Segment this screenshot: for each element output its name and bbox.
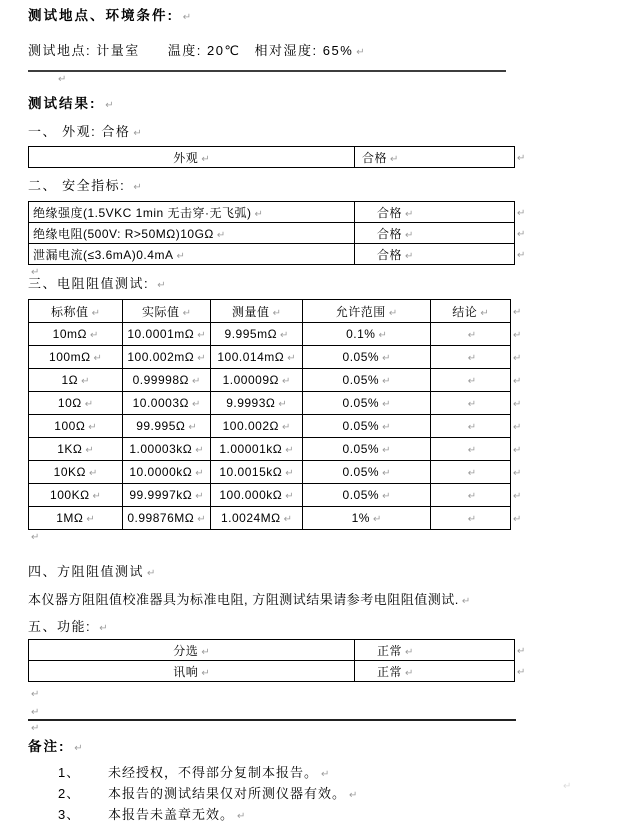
function-table [28,639,515,682]
table-cell: 9.9993Ω ↵ [211,392,303,415]
humidity: 相对湿度: 65% ↵ [255,43,365,60]
table-cell: 100.000kΩ ↵ [211,484,303,507]
table-cell [431,323,511,346]
table-cell: 100Ω ↵ [29,415,123,438]
table-cell: 0.99876MΩ ↵ [123,507,211,530]
paragraph-mark [28,530,622,541]
table-cell [431,346,511,369]
table-cell: 100.002mΩ ↵ [123,346,211,369]
column-header: 标称值 ↵ [29,300,123,323]
table-cell: 0.05% ↵ [303,346,431,369]
table-cell: 合格 ↵ [355,223,515,244]
page-title: 测试地点、环境条件: ↵ [28,8,622,26]
paragraph-mark [28,687,622,698]
column-header: 测量值 ↵ [211,300,303,323]
table-cell: 合格 ↵ [355,147,515,168]
paragraph-mark [517,245,525,263]
remark-number: 2、 [58,786,81,801]
table-cell: 10.0000kΩ ↵ [123,461,211,484]
paragraph-mark [28,705,622,716]
table-row [29,202,515,223]
table-cell: 正常 ↵ [355,640,515,661]
table-cell: 100.014mΩ ↵ [211,346,303,369]
results-heading: 测试结果: ↵ [28,96,622,114]
remark-item [58,784,622,805]
paragraph-mark [517,641,525,659]
table-cell: 10.0015kΩ ↵ [211,461,303,484]
table-row [29,369,511,392]
environment-line [28,43,622,60]
paragraph-mark [513,509,521,527]
table-cell [431,369,511,392]
paragraph-mark [55,72,622,83]
table-cell: 1Ω ↵ [29,369,123,392]
function-table-wrap [28,639,514,682]
remark-item [58,763,622,784]
column-header: 实际值 ↵ [123,300,211,323]
remark-number: 3、 [58,807,81,822]
safety-table-wrap [28,201,514,265]
table-cell: 正常 ↵ [355,661,515,682]
table-cell: 1.00001kΩ ↵ [211,438,303,461]
table-row [29,147,515,168]
table-row [29,461,511,484]
table-cell: 99.9997kΩ ↵ [123,484,211,507]
table-cell: 10KΩ ↵ [29,461,123,484]
paragraph-mark [513,417,521,435]
remark-number: 1、 [58,765,81,780]
table-row [29,640,515,661]
paragraph-mark [560,776,571,794]
test-location: 测试地点: 计量室 [28,43,140,58]
table-cell: 0.05% ↵ [303,392,431,415]
table-cell: 合格 ↵ [355,202,515,223]
table-row [29,392,511,415]
table-cell: 100KΩ ↵ [29,484,123,507]
section-1-appearance: 一、 外观: 合格 ↵ [28,125,622,141]
paragraph-mark [513,325,521,343]
paragraph-mark [517,148,525,166]
temperature: 温度: 20℃ [167,43,241,58]
column-header: 允许范围 ↵ [303,300,431,323]
table-cell: 绝缘电阻(500V: R>50MΩ)10GΩ ↵ [29,223,355,244]
table-cell [431,415,511,438]
paragraph-mark [513,348,521,366]
paragraph-mark [28,265,622,276]
table-cell: 绝缘强度(1.5VKC 1min 无击穿·无飞弧) ↵ [29,202,355,223]
table-row [29,223,515,244]
paragraph-mark [517,224,525,242]
table-cell: 讯响 ↵ [29,661,355,682]
table-cell [431,507,511,530]
table-header-row [29,300,511,323]
section-3-resistance: 三、电阻阻值测试: ↵ [28,277,622,293]
section-2-safety: 二、 安全指标: ↵ [28,179,622,195]
appearance-table [28,146,515,168]
safety-table [28,201,515,265]
row-paragraph-marks [510,299,521,530]
table-cell: 泄漏电流(≤3.6mA)0.4mA ↵ [29,244,355,265]
column-header: 结论 ↵ [431,300,511,323]
remarks-list [58,763,622,826]
table-row [29,438,511,461]
table-cell: 10.0001mΩ ↵ [123,323,211,346]
table-cell: 10Ω ↵ [29,392,123,415]
table-cell: 0.05% ↵ [303,415,431,438]
table-row [29,346,511,369]
table-cell: 1.0024MΩ ↵ [211,507,303,530]
paragraph-mark [513,440,521,458]
table-cell: 1KΩ ↵ [29,438,123,461]
remark-text: 未经授权，不得部分复制本报告。 ↵ [108,763,329,784]
paragraph-mark [513,394,521,412]
remark-item [58,805,622,826]
paragraph-mark [513,463,521,481]
table-cell: 10mΩ ↵ [29,323,123,346]
table-cell [431,392,511,415]
table-cell [431,461,511,484]
section-4-sheet-resistance: 四、方阻阻值测试 ↵ [28,565,622,581]
resistance-table-wrap [28,299,510,530]
table-cell: 合格 ↵ [355,244,515,265]
table-cell: 0.99998Ω ↵ [123,369,211,392]
paragraph-mark [513,302,521,320]
table-cell: 0.05% ↵ [303,369,431,392]
table-cell: 100mΩ ↵ [29,346,123,369]
table-cell: 99.995Ω ↵ [123,415,211,438]
remark-text: 本报告的测试结果仅对所测仪器有效。 ↵ [108,784,357,805]
paragraph-mark [28,721,622,732]
table-row [29,323,511,346]
table-cell: 0.1% ↵ [303,323,431,346]
table-cell: 分选 ↵ [29,640,355,661]
paragraph-mark [513,486,521,504]
table-cell: 9.995mΩ ↵ [211,323,303,346]
paragraph-mark [517,203,525,221]
row-paragraph-marks [514,639,525,682]
table-cell: 外观 ↵ [29,147,355,168]
table-cell: 1.00003kΩ ↵ [123,438,211,461]
paragraph-mark [513,371,521,389]
table-row [29,484,511,507]
table-cell: 0.05% ↵ [303,438,431,461]
section-4-note: 本仪器方阻阻值校准器具为标准电阻, 方阻测试结果请参考电阻阻值测试. ↵ [28,593,622,609]
section-5-function: 五、功能: ↵ [28,620,622,636]
table-cell: 0.05% ↵ [303,461,431,484]
remark-text: 本报告未盖章无效。 ↵ [108,805,245,826]
resistance-table [28,299,511,530]
appearance-table-wrap [28,146,514,168]
table-row [29,244,515,265]
table-cell: 10.0003Ω ↵ [123,392,211,415]
table-row [29,507,511,530]
table-cell [431,484,511,507]
table-row [29,415,511,438]
table-cell [431,438,511,461]
table-cell: 0.05% ↵ [303,484,431,507]
row-paragraph-marks [514,201,525,265]
table-row [29,661,515,682]
row-paragraph-marks [514,146,525,168]
table-cell: 1MΩ ↵ [29,507,123,530]
table-cell: 1% ↵ [303,507,431,530]
table-cell: 100.002Ω ↵ [211,415,303,438]
remarks-heading: 备注: ↵ [28,739,622,757]
paragraph-mark [517,662,525,680]
table-cell: 1.00009Ω ↵ [211,369,303,392]
